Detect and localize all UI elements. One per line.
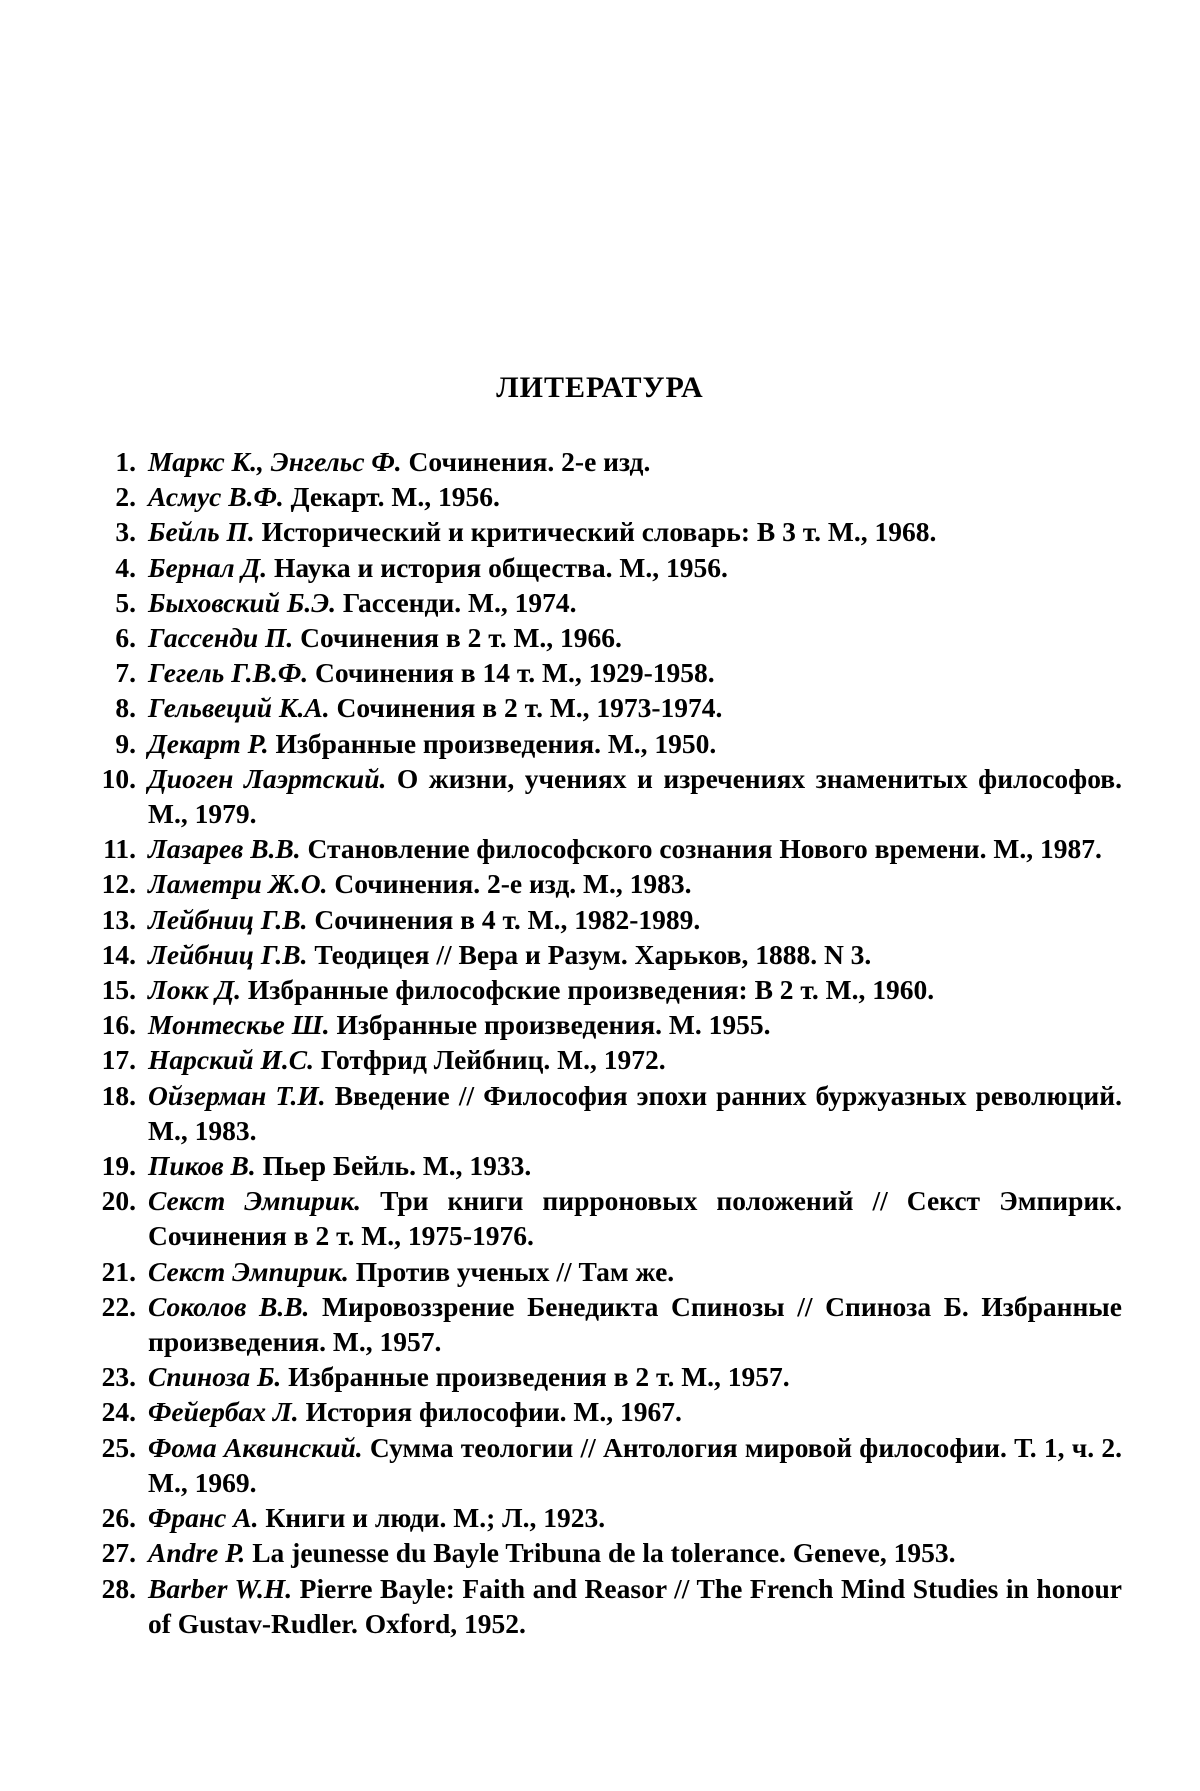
reference-item — [70, 1183, 1122, 1253]
reference-author: Гегель Г.В.Ф. — [148, 657, 309, 689]
reference-details: Пьер Бейль. М., 1933. — [255, 1150, 532, 1182]
reference-details: Гассенди. М., 1974. — [336, 586, 577, 618]
reference-text — [148, 902, 1122, 937]
reference-number: 19. — [101, 1150, 136, 1182]
reference-details: Сочинения в 2 т. М., 1973-1974. — [329, 692, 723, 724]
reference-number: 21. — [101, 1255, 136, 1287]
reference-details: Избранные произведения. М., 1950. — [268, 727, 717, 759]
reference-details: Три книги пирроновых положений // Секст Эмпирик. Сочинения в 2 т. М., 1975-1976. — [148, 1185, 1122, 1252]
reference-number: 1. — [115, 446, 136, 477]
reference-details: Готфрид Лейбниц. М., 1972. — [313, 1044, 666, 1076]
reference-text — [148, 1183, 1122, 1253]
reference-author: Спиноза Б. — [148, 1361, 282, 1393]
reference-author: Нарский И.С. — [148, 1044, 314, 1076]
reference-number: 17. — [101, 1044, 136, 1076]
reference-item — [70, 1359, 1122, 1394]
reference-number: 15. — [101, 974, 136, 1006]
reference-item — [70, 831, 1122, 866]
reference-text — [148, 585, 1122, 620]
reference-details: Книги и люди. М.; Л., 1923. — [258, 1502, 606, 1534]
reference-text — [148, 866, 1122, 901]
reference-text — [148, 444, 1122, 479]
reference-author: Пиков В. — [148, 1150, 256, 1182]
reference-author: Секст Эмпирик. — [148, 1255, 349, 1287]
reference-text — [148, 1535, 1122, 1570]
reference-text — [148, 972, 1122, 1007]
reference-details: Сочинения в 4 т. М., 1982-1989. — [307, 903, 701, 935]
reference-author: Ламетри Ж.О. — [148, 868, 328, 900]
reference-details: Наука и история общества. М., 1956. — [267, 551, 728, 583]
reference-details: Декарт. М., 1956. — [283, 481, 500, 513]
reference-author: Монтескье Ш. — [148, 1009, 330, 1041]
reference-number: 25. — [101, 1431, 136, 1463]
reference-item — [70, 1289, 1122, 1359]
reference-item — [70, 937, 1122, 972]
reference-author: Фейербах Л. — [148, 1396, 299, 1428]
reference-details: Мировоззрение Бенедикта Спинозы // Спиноза Б. Избранные произведения. М., 1957. — [148, 1290, 1122, 1358]
reference-item — [70, 585, 1122, 620]
reference-item — [70, 726, 1122, 761]
reference-author: Andre P. — [148, 1537, 246, 1569]
reference-item — [70, 1148, 1122, 1183]
reference-details: Против ученых // Там же. — [348, 1255, 675, 1287]
reference-number: 28. — [101, 1572, 136, 1604]
reference-text — [148, 1571, 1122, 1641]
reference-item — [70, 866, 1122, 901]
reference-item — [70, 1500, 1122, 1535]
reference-item — [70, 620, 1122, 655]
reference-item — [70, 1571, 1122, 1641]
reference-item — [70, 1535, 1122, 1570]
reference-text — [148, 620, 1122, 655]
reference-number: 2. — [115, 481, 136, 513]
reference-details: Избранные произведения в 2 т. М., 1957. — [281, 1361, 790, 1393]
reference-details: Избранные философские произведения: В 2 т. М., 1960. — [241, 974, 935, 1006]
reference-details: История философии. М., 1967. — [298, 1396, 682, 1428]
reference-item — [70, 902, 1122, 937]
reference-author: Франс А. — [148, 1502, 259, 1534]
reference-text — [148, 655, 1122, 690]
reference-item — [70, 1042, 1122, 1077]
reference-number: 24. — [101, 1396, 136, 1428]
reference-item — [70, 479, 1122, 514]
reference-number: 6. — [115, 622, 136, 654]
reference-item — [70, 972, 1122, 1007]
reference-number: 22. — [101, 1290, 136, 1322]
reference-number: 8. — [115, 692, 136, 724]
reference-item — [70, 550, 1122, 585]
reference-text — [148, 1042, 1122, 1077]
reference-number: 3. — [115, 516, 136, 548]
reference-text — [148, 1430, 1122, 1500]
reference-text — [148, 937, 1122, 972]
reference-number: 20. — [101, 1185, 136, 1217]
reference-author: Бернал Д. — [148, 551, 268, 583]
reference-author: Локк Д. — [148, 974, 242, 1006]
reference-author: Гассенди П. — [148, 622, 294, 654]
reference-text — [148, 1394, 1122, 1429]
reference-number: 11. — [103, 833, 136, 865]
reference-text — [148, 761, 1122, 831]
reference-author: Бейль П. — [148, 516, 255, 548]
reference-list — [70, 444, 1122, 1641]
reference-details: Сочинения. 2-е изд. М., 1983. — [327, 868, 692, 900]
reference-text — [148, 479, 1122, 514]
reference-author: Быховский Б.Э. — [148, 586, 337, 618]
reference-number: 18. — [101, 1079, 136, 1111]
reference-details: La jeunesse du Bayle Tribuna de la tolerance. Geneve, 1953. — [245, 1537, 956, 1569]
reference-text — [148, 1254, 1122, 1289]
page-title: ЛИТЕРАТУРА — [496, 371, 704, 404]
reference-number: 5. — [115, 586, 136, 618]
reference-item — [70, 1254, 1122, 1289]
reference-text — [148, 1148, 1122, 1183]
reference-text — [148, 1289, 1122, 1359]
reference-details: Сочинения в 2 т. М., 1966. — [293, 622, 622, 654]
reference-details: Исторический и критический словарь: В 3 т. М., 1968. — [254, 516, 937, 548]
reference-item — [70, 514, 1122, 549]
reference-details: О жизни, учениях и изречениях знаменитых философов. М., 1979. — [148, 762, 1122, 830]
reference-text — [148, 1500, 1122, 1535]
reference-details: Избранные произведения. М. 1955. — [329, 1009, 771, 1041]
reference-item — [70, 761, 1122, 831]
reference-author: Barber W.H. — [148, 1572, 293, 1604]
reference-text — [148, 831, 1122, 866]
reference-number: 4. — [115, 551, 136, 583]
reference-item — [70, 444, 1122, 479]
reference-details: Сочинения. 2-е изд. — [401, 446, 651, 477]
reference-number: 27. — [101, 1537, 136, 1569]
reference-number: 23. — [101, 1361, 136, 1393]
reference-item — [70, 1078, 1122, 1148]
reference-number: 26. — [101, 1502, 136, 1534]
reference-number: 14. — [101, 938, 136, 970]
reference-item — [70, 1394, 1122, 1429]
reference-author: Диоген Лаэртский. — [148, 762, 387, 794]
reference-author: Ойзерман Т.И. — [148, 1079, 326, 1111]
reference-text — [148, 690, 1122, 725]
reference-text — [148, 1359, 1122, 1394]
reference-author: Лейбниц Г.В. — [148, 938, 308, 970]
reference-text — [148, 514, 1122, 549]
reference-author: Фома Аквинский. — [148, 1431, 363, 1463]
reference-author: Лазарев В.В. — [148, 833, 301, 865]
reference-details: Становление философского сознания Нового времени. М., 1987. — [300, 833, 1102, 865]
reference-author: Декарт Р. — [148, 727, 269, 759]
reference-item — [70, 690, 1122, 725]
reference-item — [70, 655, 1122, 690]
reference-details: Pierre Bayle: Faith and Reasor // The French Mind Studies in honour of Gustav-Rudler. Oxford, 1952. — [148, 1572, 1122, 1639]
reference-text — [148, 550, 1122, 585]
reference-number: 7. — [115, 657, 136, 689]
reference-number: 10. — [101, 762, 136, 794]
reference-details: Введение // Философия эпохи ранних буржуазных революций. М., 1983. — [148, 1079, 1122, 1146]
reference-details: Сумма теологии // Антология мировой философии. Т. 1, ч. 2. М., 1969. — [148, 1431, 1122, 1498]
reference-item — [70, 1430, 1122, 1500]
reference-author: Асмус В.Ф. — [148, 481, 284, 513]
reference-text — [148, 1007, 1122, 1042]
reference-number: 9. — [115, 727, 136, 759]
reference-author: Гельвеций К.А. — [148, 692, 330, 724]
reference-text — [148, 1078, 1122, 1148]
reference-number: 13. — [101, 903, 136, 935]
reference-text — [148, 726, 1122, 761]
reference-details: Сочинения в 14 т. М., 1929-1958. — [308, 657, 715, 689]
reference-number: 12. — [101, 868, 136, 900]
reference-author: Маркс К., Энгельс Ф. — [148, 446, 402, 477]
reference-item — [70, 1007, 1122, 1042]
reference-details: Теодицея // Вера и Разум. Харьков, 1888. N 3. — [307, 938, 872, 970]
reference-author: Соколов В.В. — [148, 1290, 310, 1322]
reference-author: Секст Эмпирик. — [148, 1185, 362, 1217]
reference-author: Лейбниц Г.В. — [148, 903, 308, 935]
reference-number: 16. — [101, 1009, 136, 1041]
